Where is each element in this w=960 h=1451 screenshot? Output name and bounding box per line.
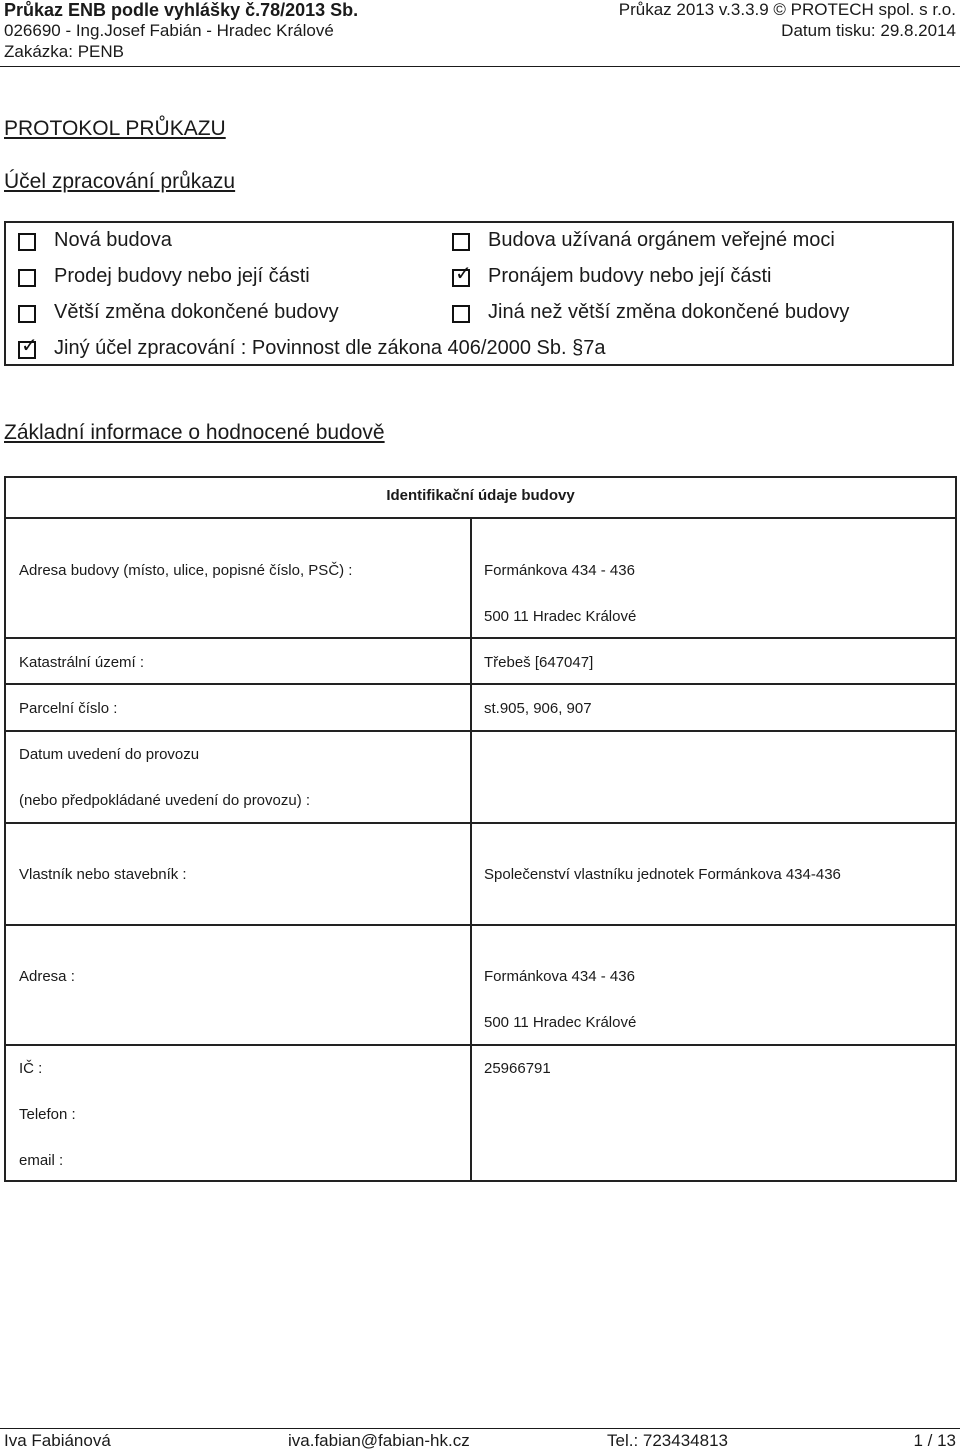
header-divider [0,66,960,67]
checkbox-major-change[interactable] [18,305,36,323]
footer-divider [0,1428,960,1429]
checkmark-icon: ✓ [455,263,472,285]
cadastral-label: Katastrální území : [19,654,145,671]
option-public-authority: Budova užívaná orgánem veřejné moci [488,229,835,251]
software-version: Průkaz 2013 v.3.3.9 © PROTECH spol. s r.o. [618,0,956,19]
address-label: Adresa budovy (místo, ulice, popisné číslo, PSČ) : [19,562,353,579]
ic-label: IČ : [19,1060,43,1077]
checkbox-new-building[interactable] [18,233,36,251]
table-divider [6,517,955,519]
checkbox-other-change[interactable] [452,305,470,323]
owner-address-line1: Formánkova 434 - 436 [484,968,635,985]
checkbox-other-purpose[interactable] [18,335,38,359]
building-identification-table [4,476,957,1182]
checkbox-sale[interactable] [18,269,36,287]
option-other-change: Jiná než větší změna dokončené budovy [488,301,850,323]
author-line: 026690 - Ing.Josef Fabián - Hradec Králové [4,21,334,40]
table-divider [6,683,955,685]
owner-address-label: Adresa : [19,968,75,985]
option-sale: Prodej budovy nebo její části [54,265,310,287]
order-line: Zakázka: PENB [4,42,124,61]
commission-label-line1: Datum uvedení do provozu [19,746,200,763]
page-number: 1 / 13 [913,1431,956,1450]
option-lease: Pronájem budovy nebo její části [488,265,772,287]
table-divider [6,637,955,639]
checkbox-lease[interactable] [452,263,472,287]
commission-label-line2: (nebo předpokládané uvedení do provozu) : [19,792,311,809]
protocol-title: PROTOKOL PRŮKAZU [4,117,226,140]
owner-label: Vlastník nebo stavebník : [19,866,187,883]
purpose-options-box [4,221,954,366]
parcel-label: Parcelní číslo : [19,700,118,717]
footer-name: Iva Fabiánová [4,1431,111,1450]
column-divider [470,519,472,1182]
option-other-purpose: Jiný účel zpracování : Povinnost dle zákona 406/2000 Sb. §7a [54,337,606,359]
cadastral-value: Třebeš [647047] [484,654,594,671]
footer-phone: Tel.: 723434813 [607,1431,728,1450]
address-line2: 500 11 Hradec Králové [484,608,637,625]
owner-address-line2: 500 11 Hradec Králové [484,1014,637,1031]
owner-value: Společenství vlastníku jednotek Formánkova 434-436 [484,866,841,883]
address-line1: Formánkova 434 - 436 [484,562,635,579]
ic-value: 25966791 [484,1060,551,1077]
checkbox-public-authority[interactable] [452,233,470,251]
option-major-change: Větší změna dokončené budovy [54,301,339,323]
footer-email: iva.fabian@fabian-hk.cz [288,1431,470,1450]
table-divider [6,822,955,824]
table-divider [6,924,955,926]
print-date: Datum tisku: 29.8.2014 [781,21,956,40]
table-header: Identifikační údaje budovy [386,487,575,504]
option-new-building: Nová budova [54,229,172,251]
basic-info-title: Základní informace o hodnocené budově [4,421,385,444]
document-title: Průkaz ENB podle vyhlášky č.78/2013 Sb. [4,0,359,20]
email-label: email : [19,1152,64,1169]
phone-label: Telefon : [19,1106,76,1123]
table-divider [6,1044,955,1046]
table-divider [6,730,955,732]
parcel-value: st.905, 906, 907 [484,700,592,717]
purpose-title: Účel zpracování průkazu [4,170,236,193]
checkmark-icon: ✓ [21,335,38,357]
